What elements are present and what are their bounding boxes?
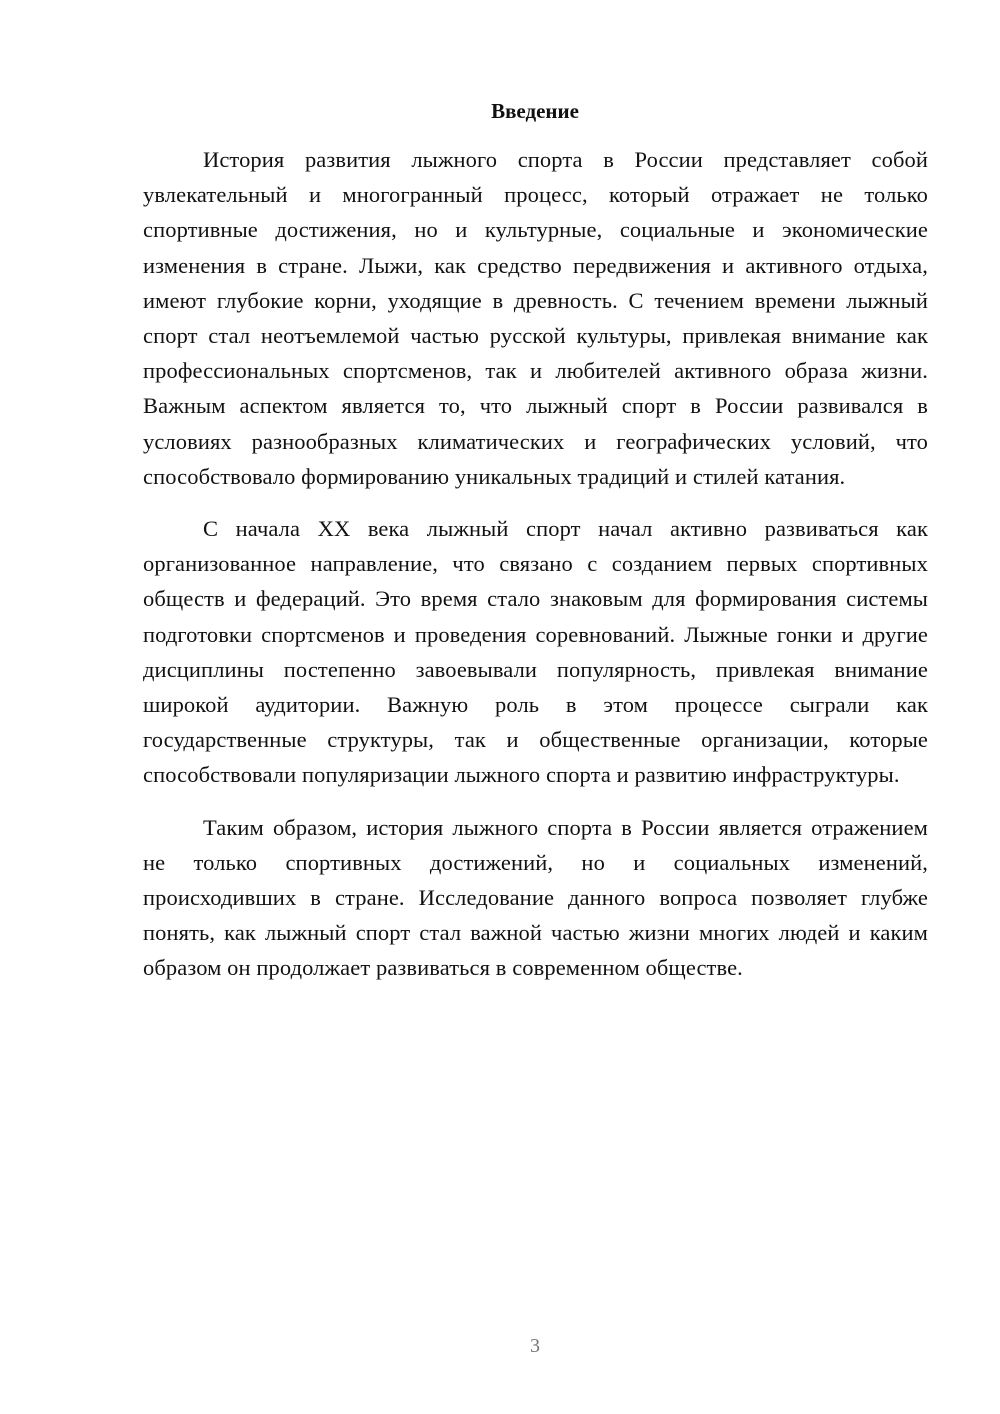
page-number: 3: [530, 1335, 540, 1357]
section-title: Введение: [491, 99, 579, 123]
paragraph-2: С начала XX века лыжный спорт начал активно развиваться как организованное направление, что связано с созданием первых спортивных обществ и федераций. Это время стало знаковым для формирования системы подготовки спортсменов и проведения соревнований. Лыжные гонки и другие дисциплины постепенно завоевывали популярность, привлекая внимание широкой аудитории. Важную роль в этом процессе сыграли как государственные структуры, так и общественные организации, которые способствовали популяризации лыжного спорта и развитию инфраструктуры.: [143, 516, 928, 788]
body-text: [143, 142, 928, 1003]
paragraph-3: Таким образом, история лыжного спорта в России является отражением не только спортивных достижений, но и социальных изменений, происходивших в стране. Исследование данного вопроса позволяет глубже понять, как лыжный спорт стал важной частью жизни многих людей и каким образом он продолжает развиваться в современном обществе.: [143, 814, 928, 981]
paragraph-1: История развития лыжного спорта в России представляет собой увлекательный и многогранный процесс, который отражает не только спортивные достижения, но и культурные, социальные и экономические изменения в стране. Лыжи, как средство передвижения и активного отдыха, имеют глубокие корни, уходящие в древность. С течением времени лыжный спорт стал неотъемлемой частью русской культуры, привлекая внимание как профессиональных спортсменов, так и любителей активного образа жизни. Важным аспектом является то, что лыжный спорт в России развивался в условиях разнообразных климатических и географических условий, что способствовало формированию уникальных традиций и стилей катания.: [143, 147, 928, 489]
